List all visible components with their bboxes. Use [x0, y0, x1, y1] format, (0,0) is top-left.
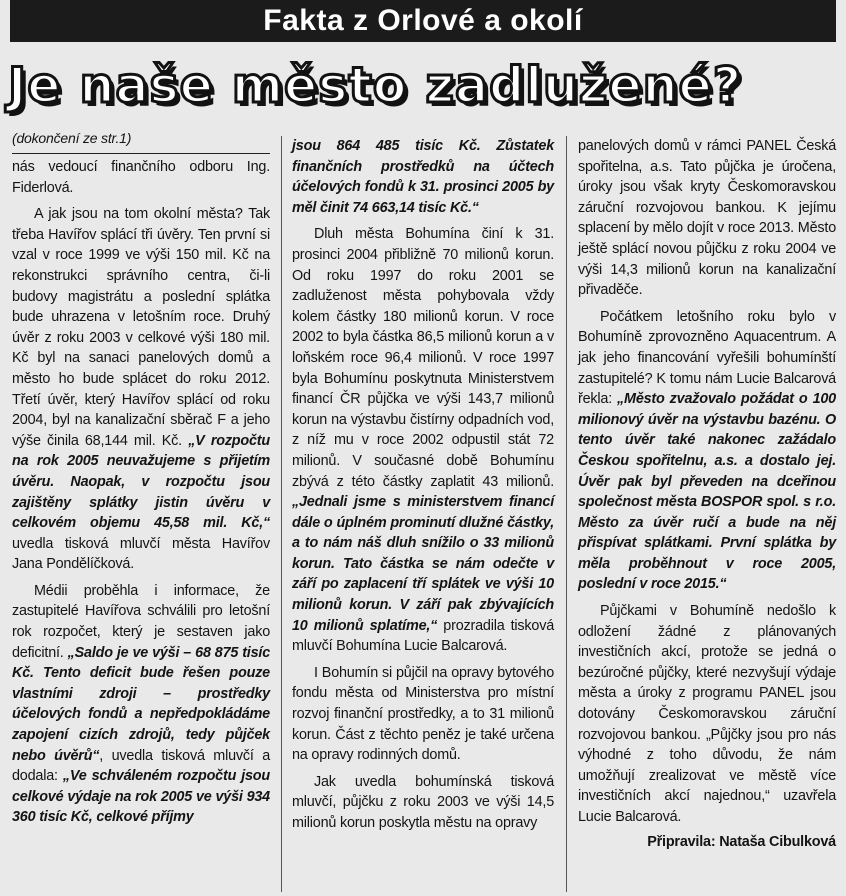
column-3-paragraph-1: panelových domů v rámci PANEL Česká spořitelna, a.s. Tato půjčka je úročena, úroky jsou však kryty Českomoravskou záruční rozvojovou bankou. K jejímu splacení by mělo dojít v roce 2013. Město ještě splácí novou půjčku z roku 2004 ve výši 14,3 milionů korun na kanalizační přivaděče. — [578, 138, 836, 299]
continuation-text: (dokončení ze str.1) — [12, 130, 132, 146]
article-column-2 — [292, 136, 554, 834]
col1-quote: „V rozpočtu na rok 2005 neuvažujeme s přijetím úvěru. Naopak, v rozpočtu jsou zajištěny splátky jistin úvěru v celkovém objemu 45,58 mil. Kč,“ — [12, 432, 270, 532]
column-1-paragraph-2 — [12, 204, 270, 575]
col1-text: , uvedla tisková mluvčí a dodala: — [12, 747, 270, 785]
article-column-3 — [578, 136, 836, 852]
col3-text: Počátkem letošního roku bylo v Bohumíně zprovozněno Aquacentrum. A jak jeho financování vyřešili bohumínští zastupitelé? K tomu nám Lucie Balcarová řekla: — [578, 308, 836, 408]
column-1-paragraph-3 — [12, 581, 270, 828]
col1-text: uvedla tisková mluvčí města Havířov Jana Pondělíčková. — [12, 535, 270, 573]
col2-text: Dluh města Bohumína činí k 31. prosinci 2004 přibližně 70 milionů korun. Od roku 1997 do roku 2001 se zadluženost města pohybovala vždy kolem částky 180 milionů korun. V roce 2002 to byla částka 86,5 milionů korun a v loňském roce 96,4 milionů. V roce 1997 byla Bohumínu poskytnuta Ministerstvem financí ČR půjčka ve výši 143,7 milionů korun na výstavbu čistírny odpadních vod, z níž mu v roce 2002 odpustil stát 72 milionů. V současné době Bohumínu zbývá z této částky zaplatit 43 milionů. — [292, 226, 554, 490]
col1-quote: „Ve schváleném rozpočtu jsou celkové výdaje na rok 2005 ve výši 934 360 tisíc Kč, celkové příjmy — [12, 768, 270, 826]
continuation-note — [12, 128, 272, 150]
section-header — [10, 0, 836, 42]
column-3-paragraph-2 — [578, 307, 836, 595]
column-separator-2 — [566, 136, 567, 892]
article-byline: Připravila: Nataša Cibulková — [647, 833, 836, 850]
article-column-1 — [12, 157, 270, 828]
column-2-paragraph-1 — [292, 136, 554, 218]
column-separator-1 — [281, 136, 282, 892]
column-2-paragraph-2 — [292, 224, 554, 656]
section-title: Fakta z Orlové a okolí — [263, 4, 583, 37]
column-3-paragraph-3: Půjčkami v Bohumíně nedošlo k odložení žádné z plánovaných investičních akcí, protože se jedná o bezúročné půjčky, které nezvyšují výdaje města a úroky z programu PANEL jsou dotovány Českomoravskou záruční rozvojovou bankou. „Půjčky jsou pro nás výhodné z toho důvodu, že nám umožňují zrealizovat ve městě více investičních akcí najednou,“ uzavřela Lucie Balcarová. — [578, 603, 836, 825]
column-top-rule — [12, 153, 270, 154]
col2-quote: „Jednali jsme s ministerstvem financí dále o úplném prominutí dlužné částky, a to nám náš dluh snížilo o 33 milionů korun. Tato částka se nám odečte v září po zaplacení tří splátek ve výši 10 milionů korun. V září pak zbývajících 10 milionů splatíme,“ — [292, 494, 554, 634]
column-2-paragraph-4: Jak uvedla bohumínská tisková mluvčí, půjčku z roku 2003 ve výši 14,5 milionů korun poskytla městu na opravy — [292, 773, 554, 831]
article-headline: Je naše město zadlužené? — [8, 57, 743, 114]
column-1-paragraph-1: nás vedoucí finančního odboru Ing. Fiderlová. — [12, 159, 270, 196]
col1-text: Médii proběhla i informace, že zastupitelé Havířova schválili pro letošní rok rozpočet, který je sestaven jako deficitní. — [12, 582, 270, 661]
col3-quote: „Město zvažovalo požádat o 100 milionový úvěr na výstavbu bazénu. O tento úvěr také nakonec zažádalo Českou spořitelnu, a.s. a dostalo jej. Úvěr pak byl převeden na dceřinou společnost města BOSPOR spol. s r.o. Město za úvěr ručí a bude na něj přispívat splátkami. První splátka by měla proběhnout v roce 2005, poslední v roce 2015.“ — [578, 391, 836, 593]
col2-quote: jsou 864 485 tisíc Kč. Zůstatek finančních prostředků na účtech účelových fondů k 31. prosinci 2005 by měl činit 74 663,14 tisíc Kč.“ — [292, 138, 554, 216]
column-2-paragraph-3: I Bohumín si půjčil na opravy bytového fondu města od Ministerstva pro místní rozvoj finanční prostředky, a to 31 milionů korun. Část z těchto peněz je také určena na opravy rodinných domů. — [292, 664, 554, 764]
col2-text: prozradila tisková mluvčí Bohumína Lucie Balcarová. — [292, 617, 554, 655]
col1-text: A jak jsou na tom okolní města? Tak třeba Havířov splácí tři úvěry. Ten první si vzal v roce 1999 ve výši 150 mil. Kč na rekonstrukci správního centra, či-li budovy magistrátu a poslední splátka bude uhrazena v letošním roce. Druhý úvěr z roku 2003 v celkové výši 180 mil. Kč byl na sanaci panelových domů a město ho bude splácet do roku 2012. Třetí úvěr, který Havířov splácí od roku 2004, byl na kanalizační sběrač F a jeho výše činila 68,144 mil. Kč. — [12, 206, 270, 449]
col1-quote: „Saldo je ve výši – 68 875 tisíc Kč. Tento deficit bude řešen pouze vlastními zdroji – prostředky účelových fondů a nepředpokládáme zapojení cizích zdrojů, tedy půjček nebo úvěrů“ — [12, 644, 270, 764]
